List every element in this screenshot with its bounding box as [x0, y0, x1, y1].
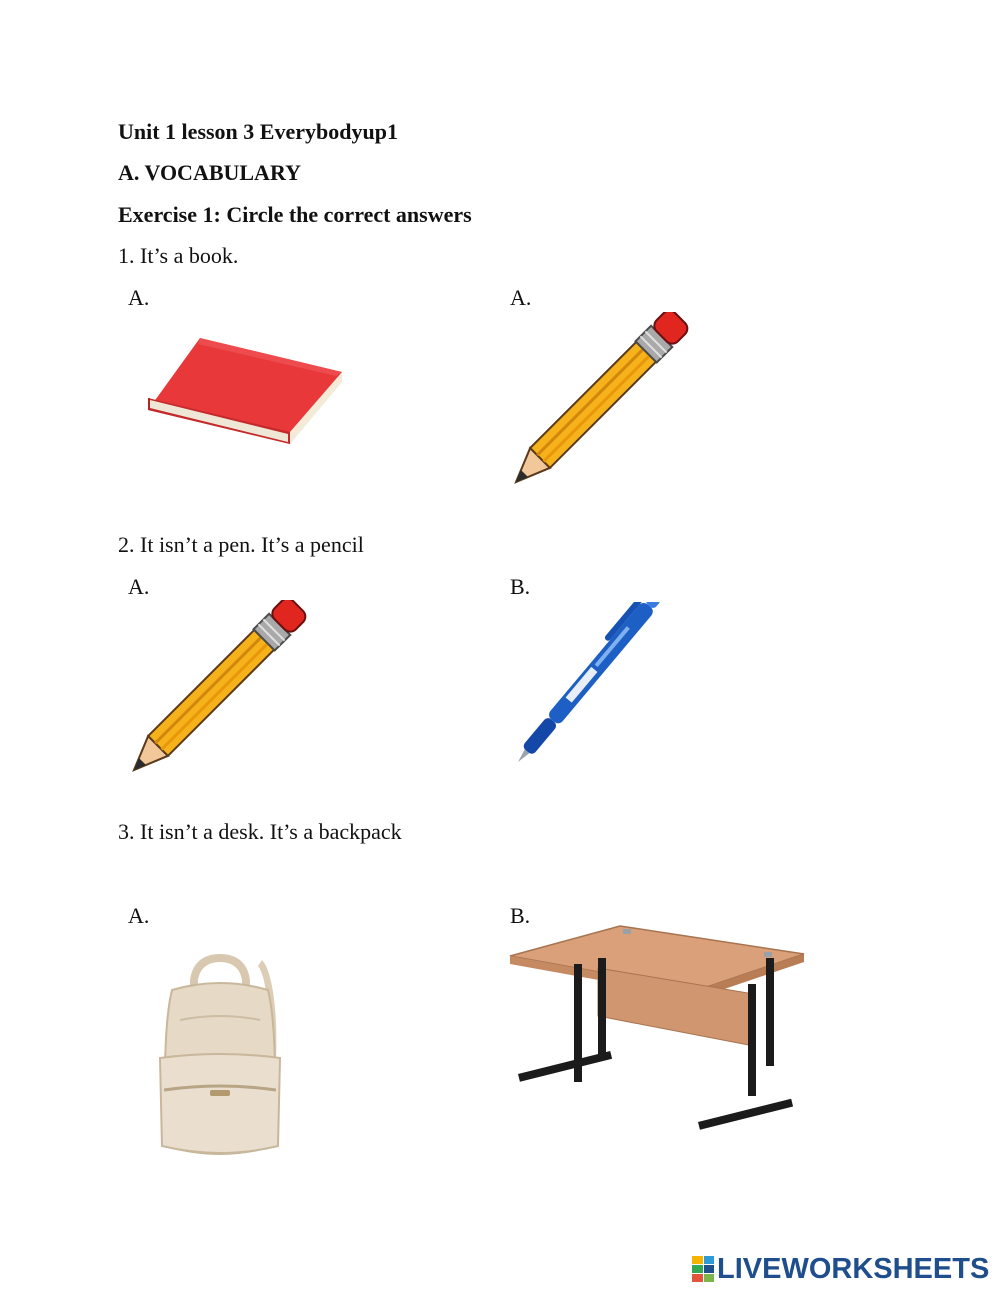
question-1-option-a-label[interactable]: A.	[128, 285, 150, 310]
liveworksheets-logo	[692, 1252, 989, 1286]
section-heading: A. VOCABULARY	[118, 160, 301, 185]
question-3-prompt: 3. It isn’t a desk. It’s a backpack	[118, 819, 402, 844]
desk-leg	[748, 984, 756, 1096]
liveworksheets-logo-icon	[692, 1256, 714, 1282]
question-2-option-a-label[interactable]: A.	[128, 574, 150, 599]
worksheet-title: Unit 1 lesson 3 Everybodyup1	[118, 119, 398, 144]
pen-grip	[522, 716, 558, 756]
book-picture[interactable]	[140, 330, 350, 450]
question-3-option-b-label[interactable]: B.	[510, 903, 531, 928]
liveworksheets-brand-text: LIVEWORKSHEETS	[717, 1252, 990, 1285]
pen-picture[interactable]	[512, 602, 682, 770]
question-1-option-b-label[interactable]: A.	[510, 285, 532, 310]
backpack-picture[interactable]	[150, 950, 290, 1170]
pencil-picture[interactable]	[510, 312, 690, 488]
pencil-picture[interactable]	[128, 600, 308, 776]
exercise-instruction: Exercise 1: Circle the correct answers	[118, 202, 472, 227]
pen-tip	[516, 749, 530, 764]
question-3-option-a-label[interactable]: A.	[128, 903, 150, 928]
backpack-front-pocket	[160, 1054, 280, 1153]
question-2-option-b-label[interactable]: B.	[510, 574, 531, 599]
desk-picture[interactable]	[508, 924, 808, 1136]
question-2-prompt: 2. It isn’t a pen. It’s a pencil	[118, 532, 364, 557]
pen-barrel	[547, 602, 656, 726]
question-1-prompt: 1. It’s a book.	[118, 243, 239, 268]
